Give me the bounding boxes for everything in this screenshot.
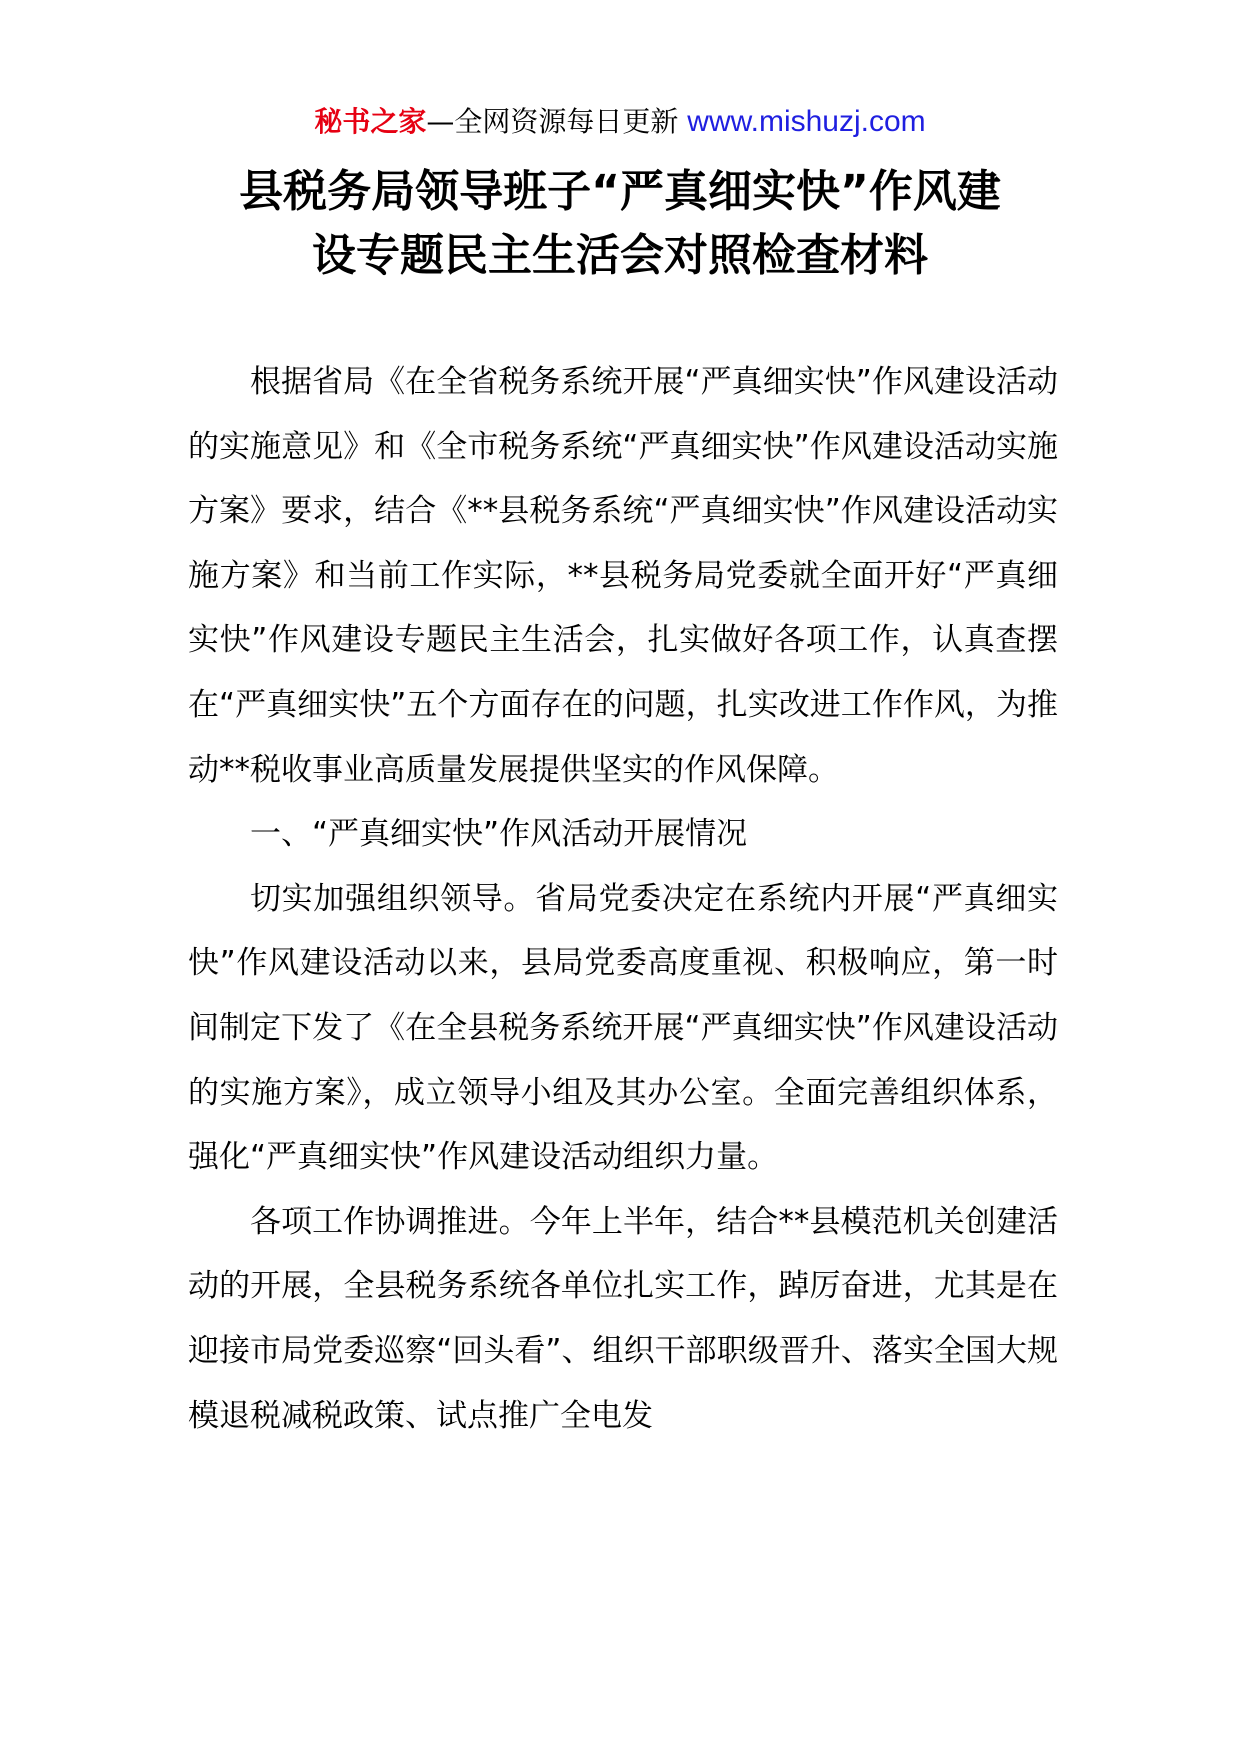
title-line-2: 设专题民主生活会对照检查材料 <box>312 230 928 281</box>
paragraph-leadership: 切实加强组织领导。省局党委决定在系统内开展“严真细实快”作风建设活动以来，县局党委高度重视、积极响应，第一时间制定下发了《在全县税务系统开展“严真细实快”作风建设活动的实施方案》，成立领导小组及其办公室。全面完善组织体系，强化“严真细实快”作风建设活动组织力量。 <box>188 880 1058 1176</box>
brand-tagline: —全网资源每日更新 <box>426 105 679 138</box>
paragraph-coordination: 各项工作协调推进。今年上半年，结合**县模范机关创建活动的开展，全县税务系统各单位扎实工作，踔厉奋进，尤其是在迎接市局党委巡察“回头看”、组织干部职级晋升、落实全国大规模退税减税政策、试点推广全电发 <box>188 1203 1058 1434</box>
document-title <box>150 160 1090 288</box>
brand-name: 秘书之家 <box>314 105 427 138</box>
watermark-header <box>0 102 1240 142</box>
site-url-link[interactable]: www.mishuzj.com <box>687 105 926 138</box>
document-body <box>188 350 1058 1448</box>
section-heading-1: 一、“严真细实快”作风活动开展情况 <box>250 816 748 853</box>
paragraph-intro: 根据省局《在全省税务系统开展“严真细实快”作风建设活动的实施意见》和《全市税务系统“严真细实快”作风建设活动实施方案》要求，结合《**县税务系统“严真细实快”作风建设活动实施方案》和当前工作实际，**县税务局党委就全面开好“严真细实快”作风建设专题民主生活会，扎实做好各项工作，认真查摆在“严真细实快”五个方面存在的问题，扎实改进工作作风，为推动**税收事业高质量发展提供坚实的作风保障。 <box>188 364 1058 788</box>
title-line-1: 县税务局领导班子“严真细实快”作风建 <box>239 166 1001 217</box>
